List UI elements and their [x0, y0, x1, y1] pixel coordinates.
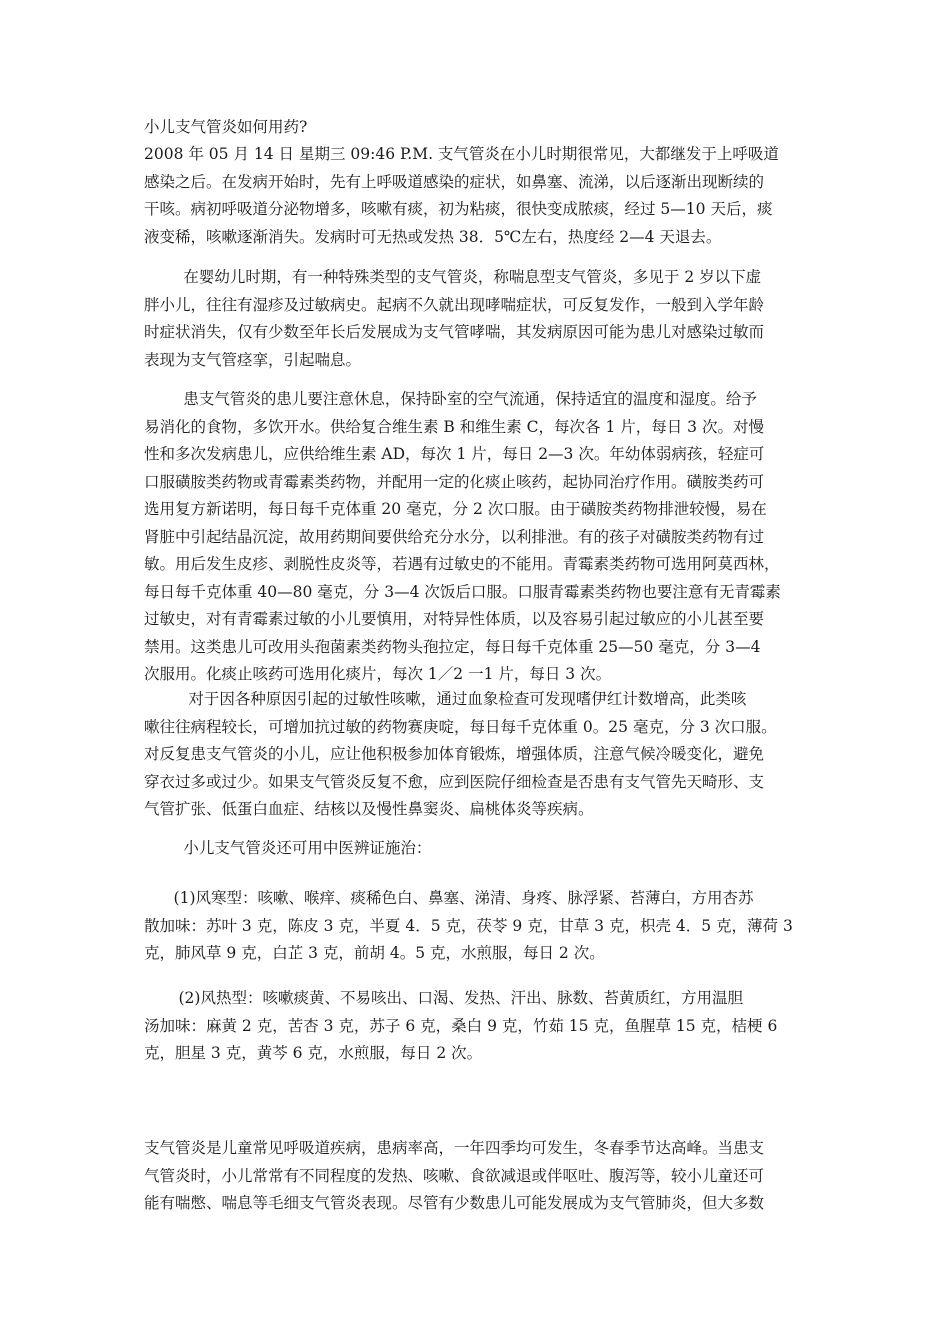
- text-line: 在婴幼儿时期，有一种特殊类型的支气管炎，称喘息型支气管炎，多见于 2 岁以下虚: [144, 268, 762, 286]
- text-line: 时症状消失，仅有少数至年长后发展成为支气管哮喘，其发病原因可能为患儿对感染过敏而: [144, 323, 765, 341]
- text-line: 散加味：苏叶 3 克，陈皮 3 克，半夏 4．5 克，茯苓 9 克，甘草 3 克，枳壳 4．5 克，薄荷 3: [144, 916, 793, 935]
- text-line: 液变稀，咳嗽逐渐消失。发病时可无热或发热 38．5℃左右，热度经 2—4 天退去。: [144, 227, 722, 246]
- text-line: 感染之后。在发病开始时，先有上呼吸道感染的症状，如鼻塞、流涕，以后逐渐出现断续的: [144, 172, 765, 191]
- text-line: 嗽往往病程较长，可增加抗过敏的药物赛庚啶，每日每千克体重 0。25 毫克，分 3 次口服。: [144, 717, 777, 736]
- text-line: 胖小儿，往往有湿疹及过敏病史。起病不久就出现哮喘症状，可反复发作，一般到入学年龄: [144, 295, 765, 314]
- text-line: 对于因各种原因引起的过敏性咳嗽，通过血象检查可发现嗜伊红计数增高，此类咳: [144, 690, 747, 708]
- text-line: 患支气管炎的患儿要注意休息，保持卧室的空气流通，保持适宜的温度和湿度。给予: [144, 390, 757, 408]
- text-line: (1)风寒型：咳嗽、喉痒、痰稀色白、鼻塞、涕清、身疼、脉浮紧、苔薄白，方用杏苏: [144, 889, 754, 907]
- paragraph-intro: [144, 141, 812, 251]
- text-line: 性和多次发病患儿，应供给维生素 AD，每次 1 片，每日 2—3 次。年幼体弱病孩，轻症可: [144, 445, 765, 463]
- paragraph-care: [144, 386, 812, 689]
- text-line: (2)风热型：咳嗽痰黄、不易咳出、口渴、发热、汗出、脉数、苔黄质红，方用温胆: [144, 989, 743, 1007]
- paragraph-wind-heat: [144, 985, 812, 1068]
- text-line: 克，胆星 3 克，黄芩 6 克，水煎服，每日 2 次。: [144, 1044, 483, 1062]
- text-line: 支气管炎是儿童常见呼吸道疾病，患病率高，一年四季均可发生，冬春季节达高峰。当患支: [144, 1139, 765, 1157]
- text-line: 汤加味：麻黄 2 克，苦杏 3 克，苏子 6 克，桑白 9 克，竹茹 15 克，鱼腥草 15 克，桔梗 6: [144, 1016, 778, 1035]
- paragraph-allergic: [144, 686, 812, 824]
- text-line: 小儿支气管炎还可用中医辨证施治：: [144, 839, 432, 857]
- text-line: 敏。用后发生皮疹、剥脱性皮炎等，若遇有过敏史的不能用。青霉素类药物可选用阿莫西林，: [144, 555, 780, 573]
- title-text: 小儿支气管炎如何用药?: [144, 118, 308, 136]
- text-line: 干咳。病初呼吸道分泌物增多，咳嗽有痰，初为粘痰，很快变成脓痰，经过 5—10 天后，痰: [144, 200, 773, 218]
- text-line: 过敏史，对有青霉素过敏的小儿要慎用，对特异性体质，以及容易引起过敏应的小儿甚至要: [144, 610, 765, 628]
- paragraph-wind-cold: [144, 885, 812, 968]
- text-line: 气管扩张、低蛋白血症、结核以及慢性鼻窦炎、扁桃体炎等疾病。: [144, 800, 594, 818]
- text-line: 口服磺胺类药物或青霉素类药物，并配用一定的化痰止咳药，起协同治疗作用。磺胺类药可: [144, 472, 765, 491]
- text-line: 次服用。化痰止咳药可选用化痰片，每次 1／2 一1 片，每日 3 次。: [144, 665, 612, 683]
- text-line: 穿衣过多或过少。如果支气管炎反复不愈，应到医院仔细检查是否患有支气管先天畸形、支: [144, 772, 765, 791]
- text-line: 每日每千克体重 40—80 毫克，分 3—4 次饭后口服。口服青霉素类药物也要注意有无青霉素: [144, 582, 781, 601]
- text-line: 易消化的食物，多饮开水。供给复合维生素 B 和维生素 C，每次各 1 片，每日 3 次。对慢: [144, 417, 764, 436]
- paragraph-summary: [144, 1135, 812, 1218]
- text-line: 能有喘憋、喘息等毛细支气管炎表现。尽管有少数患儿可能发展成为支气管肺炎，但大多数: [144, 1194, 765, 1212]
- text-line: 对反复患支气管炎的小儿，应让他积极参加体育锻炼，增强体质，注意气候冷暖变化，避免: [144, 745, 765, 763]
- text-line: 气管炎时，小儿常常有不同程度的发热、咳嗽、食欲减退或伴呕吐、腹泻等，较小儿童还可: [144, 1166, 765, 1185]
- paragraph-tcm-intro: [144, 835, 812, 863]
- paragraph-asthmatic: [144, 264, 812, 374]
- text-line: 表现为支气管痉挛，引起喘息。: [144, 350, 362, 369]
- text-line: 肾脏中引起结晶沉淀，故用药期间要供给充分水分，以利排泄。有的孩子对磺胺类药物有过: [144, 527, 765, 546]
- text-line: 2008 年 05 月 14 日 星期三 09:46 P.M. 支气管炎在小儿时期很常见，大都继发于上呼吸道: [144, 145, 779, 163]
- text-line: 禁用。这类患儿可改用头孢菌素类药物头孢拉定，每日每千克体重 25—50 毫克，分 3—4: [144, 637, 761, 656]
- text-line: 克，肺风草 9 克，白芷 3 克，前胡 4。5 克，水煎服，每日 2 次。: [144, 944, 605, 962]
- document-title: [144, 114, 812, 142]
- text-line: 选用复方新诺明，每日每千克体重 20 毫克，分 2 次口服。由于磺胺类药物排泄较慢，易在: [144, 500, 767, 518]
